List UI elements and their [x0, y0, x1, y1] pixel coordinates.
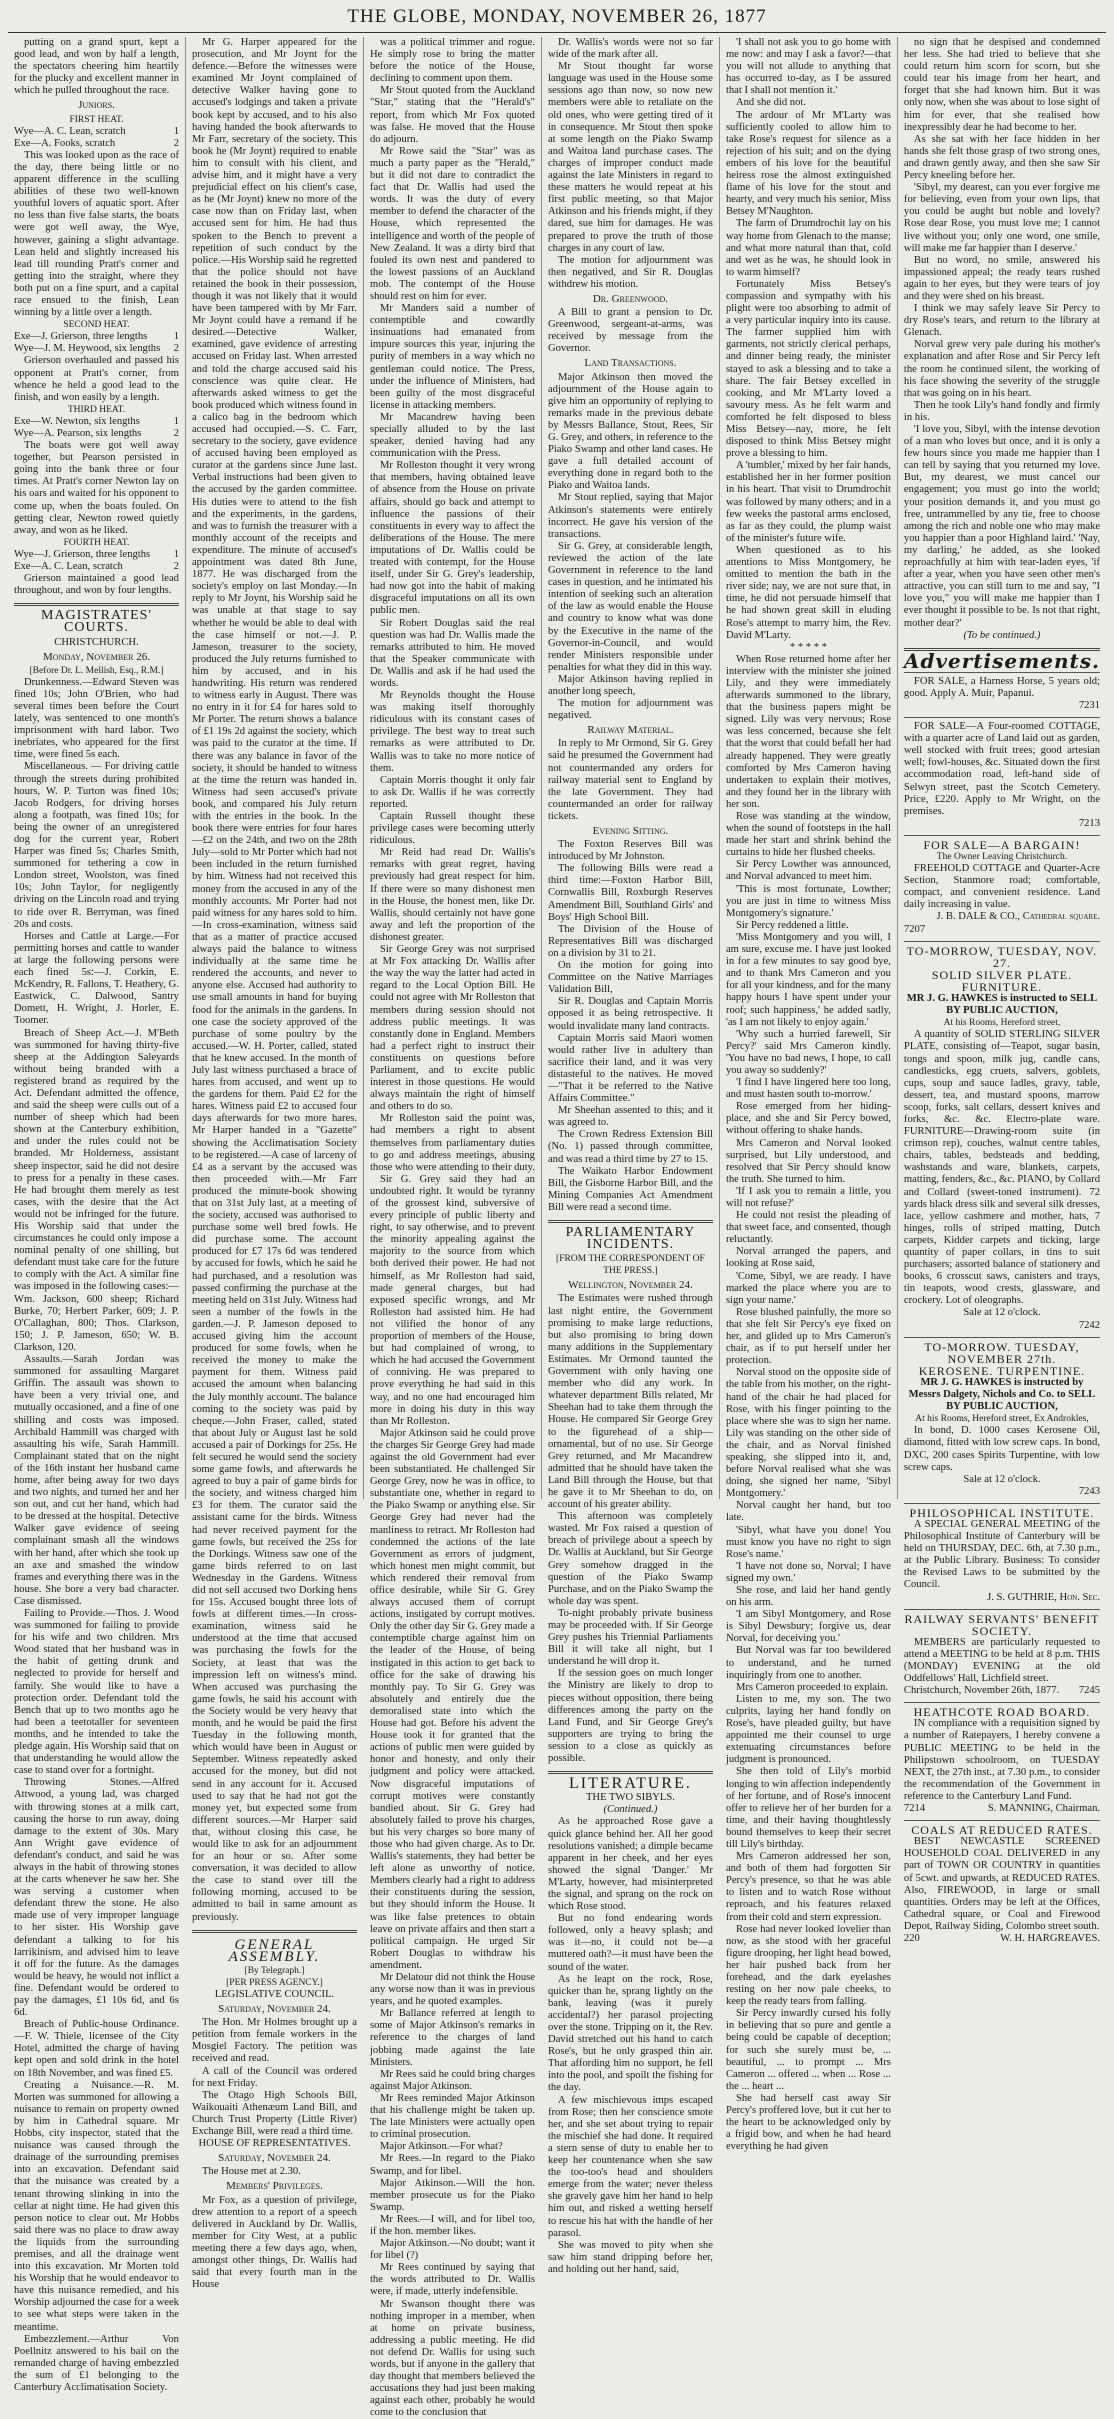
divider [904, 835, 1100, 836]
divider [548, 1771, 713, 1774]
paragraph: This afternoon was completely wasted. Mr Fox raised a question of breach of privilege about a speech by Dr. Wallis at Auckland, but Sir George Grey somehow dragged in the question of the Piako Swamp Purchase, and on the Piako Swamp the whole day was spent. [547, 1511, 713, 1607]
paragraph: Sir G. Grey said they had an undoubted right. It would be tyranny of the grossest kind, subversive of every principle of public liberty and right, to say otherwise, and to prevent the minority appealing against the majority to the source from which both derived their power. He had not himself, as Mr Rolleston had said, made general charges, but had exposed specific wrongs, and Mr Rolleston had assisted him. He had not vilified the honor of any proportion of members of the House, but had complained of wrong, to which he had accused the Government of conniving. He was prepared to prove everything he had said in this way, and no one had encouraged him more in doing his duty in this way than Mr Rolleston. [369, 1173, 535, 1427]
paragraph: The following Bills were read a third time:—Foxton Harbor Bill, Cornwallis Bill, Roxburgh Reserves Amendment Bill, Southland Girls' and Boys' High School Bill. [547, 863, 713, 923]
advert-location: At his Rooms, Hereford street, [943, 1018, 1061, 1029]
advert-text: A quantity of SOLID STERLING SILVER PLATE, consisting of—Teapot, sugar basin, tongs and spoon, milk jug, candle cans, candlesticks, egg cruets, salvers, goblets, cups, soup and sauce ladles, gravy, table, dessert, tea, and mustard spoons, marrow scoop, forks, salt cellars, dessert knives and forks, &c. &c. Electro-plate ware. FURNITURE—Drawing-room suite (in crimson rep), couches, walnut centre tables, chairs, tables, bedsteads and bedding, washstands and ware, blankets, carpets, matting, fenders, &c., &c. PIANO, by Collard and Collard (sweet-toned instrument). 72 yards black dress silk and several silk dresses, lace, yellow cashmere and mother, hats, 7 hinges, rolls of striped matting, Dutch carpets, Kidder carpets and ticking, large quantity of paper collars, in tins to suit purchasers; assorted balance of stationery and books, 6 crosscut saws, canisters and trays, tin teapots, wood crests, glassware, and crockery. Lot of oleographs. [903, 1029, 1101, 1307]
race-entry: Wye—J. M. Heywood, six lengths [14, 343, 161, 355]
advert-text: IN compliance with a requisition signed by a number of Ratepayers, I hereby convene a PUBLIC MEETING to be held in the Philipstown schoolroom, on TUESDAY NEXT, the 27th inst., at 7.30 p.m., to consider the recommendation of the Government in reference to the Canterbury Land Fund. [903, 1718, 1101, 1802]
advert [904, 945, 1100, 1332]
paragraph: Breach of Sheep Act.—J. M'Beth was summoned for having thirty-five sheep at the Addington Saleyards without being branded with a registered brand as required by the Act. Defendant admitted the offence, and said the sheep were culls out of a number of sheep which had been shown at the Canterbury exhibition, and under the rules could not be branded. Mr Holderness, assistant sheep inspector, said he did not desire to press for a penalty in these cases. He had brought them merely as test cases, with the desire that the Act would not be infringed for the future. His Worship said that under the circumstances he could only impose a nominal penalty of one shilling, but defendant must take care for the future to comply with the Act. A similar fine was imposed in the following cases:—Wm. Jackson, 600 sheep; Richard Burke, 70; Herbert Parker, 609; J. P. O'Callaghan, 800; Thos. Clarkson, 150; J. P. Jameson, 650; W. B. Clarkson, 120. [14, 1027, 179, 1353]
advert-number: 7243 [1078, 1485, 1101, 1497]
paragraph: was a political trimmer and rogue. He simply rose to bring the matter before the notice of the House, declining to comment upon them. [369, 37, 535, 85]
subheading: Land Transactions. [584, 357, 677, 370]
paragraph: Mrs Cameron proceeded to explain. [735, 1681, 889, 1693]
paragraph: The ardour of Mr M'Larty was sufficiently cooled to allow him to take Rose's request for silence as a rejection of his suit; and on the dying embers of his love for the beautiful heiress rose the almost extinguished flame of his love for the stout and hearty, and very much his senior, Miss Betsey M'Naughton. [725, 109, 891, 218]
divider [904, 717, 1100, 718]
race-result [14, 138, 179, 150]
advert [904, 1706, 1100, 1815]
advert-signature: Christchurch, November 26th, 1877. [903, 1685, 1060, 1697]
advert-heading: FOR SALE—A BARGAIN! [923, 837, 1081, 852]
race-position: 2 [173, 343, 179, 355]
paragraph: Norval grew very pale during his mother's explanation and after Rose and Sir Percy left the room he continued silent, the working of his face showing the severity of the struggle that was going on in his heart. [903, 339, 1101, 399]
race-position: 2 [173, 137, 179, 149]
paragraph: Mr Swanson thought there was nothing improper in a member, when at home on private business, addressing a public meeting. He did not defend Dr. Wallis for using such words, but if anyone in the gallery that day thought that members believed the accusations they had just been making against each other, probably he would come to the conclusion that [369, 2298, 535, 2419]
race-position: 1 [173, 415, 179, 427]
advert-heading: HEATHCOTE ROAD BOARD. [913, 1705, 1091, 1720]
paragraph: The House met at 2.30. [201, 2166, 301, 2178]
divider [904, 1702, 1100, 1703]
paragraph: Rose emerged from her hiding-place, and she and Sir Percy bowed, without offering to shake hands. [725, 1101, 891, 1137]
race-result [14, 428, 179, 440]
paragraph: 'I love you, Sibyl, with the intense devotion of a man who loves but once, and it is only a few hours since you made me happier than I can tell by saying that you returned my love. But, my dearest, we must cancel our engagement; you must go into the world; your position demands it, and you must go free, untrammelled by any tie, free to choose among the rich and noble one who may make you happier than a poor Highland laird.' 'Nay, my darling,' he added, as she looked reproachfully at him with tear-laden eyes, 'if after a year, when you have seen other men's attractive, you can still turn to me and say, "I love you," you will make me happier than I ever thought it possible to be. Is not that right, mother dear?' [903, 424, 1101, 629]
race-entry: Exe—A. C. Lean, scratch [14, 561, 123, 573]
advert-number: 7207 [903, 923, 926, 935]
paragraph: Mr Reynolds thought the House was making itself thoroughly ridiculous with its constant cases of privilege. The best way to treat such remarks as were attributed to Dr. Wallis was to take no more notice of them. [369, 690, 535, 774]
advert [904, 1824, 1100, 1945]
advert-heading: PHILOSOPHICAL INSTITUTE. [909, 1505, 1095, 1520]
divider [904, 1503, 1100, 1504]
paragraph: Rose blushed painfully, the more so that she felt Sir Percy's eye fixed on her, and glided up to Mrs Cameron's chair, as if to put herself under her protection. [725, 1306, 891, 1367]
columns [8, 37, 1106, 2419]
paragraph: Sir G. Grey, at considerable length, reviewed the action of the late Government in reference to the land cases in question, and he intimated his intention of seeking such an alteration of the law as would enable the House and country to know what was done by the Executive in the name of the Governor-in-Council, and would render Ministers responsible under penalties for what they did in this way. [547, 540, 713, 673]
paragraph: Creating a Nuisance.—R. M. Morten was summoned for allowing a nuisance to remain on property owned by him in Cathedral square. Mr Hobbs, city inspector, stated that the nuisance was caused through the drainage of the surrounding premises into an excavation. Defendant said that the nuisance was created by a tenant throwing slinking in into the cellar at night time. He had given this person notice to clear out. Mr Hobbs said there was no place to draw away the liquids from the surrounding premises, and all the drainage went into this excavation. Mr Morten told his Worship that he would endeavor to have this nuisance remedied, and his Worship adjourned the case for a week to see what steps were taken in the meantime. [14, 2079, 179, 2333]
paragraph: Mr Rees.—In regard to the Piako Swamp, and for libel. [369, 2153, 535, 2177]
advert-text: FREEHOLD COTTAGE and Quarter-Acre Section, Stanmore road; comfortable, compact, and convenient residence. Land daily increasing in value. [903, 863, 1101, 911]
race-position: 1 [173, 331, 179, 343]
advert-heading: SOLID SILVER PLATE. FURNITURE. [931, 967, 1073, 994]
divider [548, 1220, 713, 1223]
section-heading: PARLIAMENTARY INCIDENTS. [565, 1225, 696, 1253]
paragraph: 'Sibyl, my dearest, can you ever forgive me for believing, even from your own lips, that you could be aught but noble and lovely? Rose dear Rose, you must love me; I cannot live without you; only one word, one smile, will make me far happier than I deserve.' [903, 182, 1101, 254]
paragraph: 'I have not done so, Norval; I have signed my own.' [725, 1560, 891, 1584]
masthead [8, 6, 1106, 33]
divider [904, 941, 1100, 942]
paragraph: Mrs Cameron addressed her son, and both of them had forgotten Sir Percy's presence, so that he was able to listen and to watch Rose without reproach, and his features relaxed from their cold and stern expression. [725, 1851, 891, 1923]
advert-number: 7245 [1078, 1685, 1101, 1697]
race-entry: Exe—A. Fooks, scratch [14, 137, 116, 149]
column-1 [8, 37, 186, 2393]
paragraph: The Estimates were rushed through last night entire, the Government promising to make large reductions, but also promising to bring down many additions in the Supplementary Estimates. Mr Ormond taunted the Government with only having one member who did any work. In whatever department Bills related, Mr Sheehan had to take them through the House. He compared Sir George Grey to the figurehead of a ship—ornamental, but of no use. Sir George Grey returned, and Mr Macandrew admitted that he should have taken the Land Bill through the House, but that he gave it to Mr Sheehan to do, on account of his greater ability. [547, 1293, 713, 1511]
paragraph: She had herself cast away Sir Percy's proffered love, but it cut her to the heart to be acknowledged only by a frigid bow, and when he had heard everything he had given [725, 2092, 891, 2153]
divider [904, 1820, 1100, 1821]
paragraph: Mr Macandrew having been specially alluded to by the last speaker, denied having had any communication with the Press. [369, 411, 535, 460]
paragraph: Norval arranged the papers, and looking at Rose said, [725, 1246, 891, 1270]
divider [904, 1337, 1100, 1338]
advert-text: FOR SALE, a Harness Horse, 5 years old; good. Apply A. Muir, Papanui. [903, 675, 1101, 699]
advert-signature: W. H. HARGREAVES. [1000, 1932, 1101, 1944]
paragraph: 'Why such a hurried farewell, Sir Percy?' said Mrs Cameron kindly. 'You have no bad news, I hope, to call you away so suddenly?' [725, 1028, 891, 1076]
advert [904, 721, 1100, 830]
paragraph: Sir Percy inwardly cursed his folly in believing that so pure and gentle a being could be capable of deception; for such she surely must be, ... beautiful, ... to prompt ... Mrs Cameron ... offered ... when ... Rose ... the ... heart ... [725, 2008, 891, 2092]
advert-sale-time: Sale at 12 o'clock. [963, 1307, 1041, 1319]
paragraph: Mr Rees reminded Major Atkinson that his challenge might be taken up. The late Ministers were actually open to criminal prosecution. [369, 2092, 535, 2141]
race-result [14, 331, 179, 343]
advert-number: 7213 [1078, 817, 1101, 829]
advert-text: In bond, D. 1000 cases Kerosene Oil, diamond, fitted with low screw caps. In bond, DXC, 200 cases Spirits Turpentine, with low screw caps. [903, 1425, 1101, 1473]
advert-text: BEST NEWCASTLE SCREENED HOUSEHOLD COAL DELIVERED in any part of TOWN OR COUNTRY in quantities of 5cwt. and upwards, at REDUCED RATES. Also, FIREWOOD, in large or small quantities. Orders may be left at the Offices, Cathedral square, or Coal and Firewood Depot, Railway Siding, Colombo street south. [903, 1836, 1101, 1932]
paragraph: 'Sibyl, what have you done! You must know you have no right to sign Rose's name.' [725, 1524, 891, 1560]
subheading: CHRISTCHURCH. [54, 636, 139, 648]
paragraph: Mr Rowe said the "Star" was as much a party paper as the "Herald," but it did not dare to contradict the fact that Dr. Wallis had used the words. It was the duty of every member to defend the character of the House, which represented the intelligence and worth of the people of New Zealand. It was a dirty bird that fouled its own nest and pandered to the lowest passions of an Auckland mob. The contempt of the House should rest on him for ever. [369, 145, 535, 302]
column-3 [364, 37, 542, 2419]
paragraph: As he leapt on the rock, Rose, quicker than he, sprang lightly on the bank, leaving (was it purely accidental?) her parasol projecting over the stone. Tripping on it, the Rev. David stretched out his hand to catch Rose's, but he only grasped thin air. That affording him no support, he fell into the pool, and spoilt the fishing for the day. [547, 1973, 713, 2094]
paragraph: Failing to Provide.—Thos. J. Wood was summoned for failing to provide for his wife and two children. Mrs Wood stated that her husband was in the habit of getting drunk and neglected to provide for herself and family. She would like to have a protection order. Defendant told the Bench that up to two months ago he had been a teetotaller for seventeen months, and he intended to take the pledge again. His Worship said that on that understanding he would allow the case to stand over for a fortnight. [14, 1608, 179, 1777]
divider [904, 1609, 1100, 1610]
paragraph: The motion for adjournment was then negatived, and Sir R. Douglas withdrew his motion. [547, 254, 713, 290]
advert-signature: J. S. GUTHRIE, Hon. Sec. [987, 1591, 1101, 1603]
paragraph: If the session goes on much longer the Ministry are likely to drop to pieces without opposition, there being differences among the party on the Land Fund, and Sir George Grey's supporters are trying to bring the session to a close as quickly as possible. [547, 1668, 713, 1765]
subheading: HOUSE OF REPRESENTATIVES. [198, 2138, 351, 2150]
section-heading: MAGISTRATES' COURTS. [41, 608, 152, 636]
paragraph: Listen to me, my son. The two culprits, laying her hand fondly on Rose's, have pleaded guilty, but have appointed me their counsel to urge extenuating circumstances before judgment is pronounced. [725, 1693, 891, 1766]
byline: [By Telegraph.] [244, 1965, 305, 1976]
paragraph: The Division of the House of Representatives Bill was discharged on a division by 31 to 21. [547, 923, 713, 959]
paragraph: Mr Fox, as a question of privilege, drew attention to a report of a speech delivered in Auckland by Dr. Wallis, member for City West, at a public meeting there a few days ago, when, amongst other things, Dr. Wallis had said that every fourth man in the House [191, 2194, 357, 2291]
section-break: * * * * * [789, 641, 827, 653]
advert [904, 839, 1100, 936]
paragraph: Mr Stout quoted from the Auckland "Star," stating that the "Herald's" report, from which Mr Fox quoted was false. He moved that the House do adjourn. [369, 85, 535, 145]
paragraph: The Waikato Harbor Endowment Bill, the Gisborne Harbor Bill, and the Mining Companies Act Amendment Bill were read a second time. [547, 1165, 713, 1213]
paragraph: Mr Rees said he could bring charges against Major Atkinson. [369, 2068, 535, 2092]
paragraph: Mr G. Harper appeared for the prosecution, and Mr Joynt for the defence.—Before the witnesses were examined Mr Joynt complained of detective Walker having gone to accused's lodgings and taken a private book kept by accused, and to his also having handed the book afterwards to Mr Farr, secretary of the society. This book he (Mr Joynt) required to enable him to consult with his client, and advise him, and it might have a very prejudicial effect on his client's case, as he (Mr Joynt) knew no more of the case now than on Friday last, when accused sent for him. He had thus spoken to the Bench to prevent a repetition of such conduct by the police.—His Worship said he regretted that the police should not have retained the book in their possession, though it was not likely that it would have been tampered with by Mr Farr. Mr Joynt could have a remand if he desired.—Detective Walker, examined, gave evidence of arresting accused on Friday last. When arrested and told the charge accused said his conscience was quite clear. He afterwards asked witness to get the book produced which witness found in a calico bag in the bedroom which accused had occupied.—S. C. Farr, secretary to the society, gave evidence of accused having been employed as curator at the gardens since June last. Verbal instructions had been given to the accused by the garden committee. His duties were to attend to the fish and the experiments, in the gardens, and was to furnish the treasurer with a monthly account of the receipts and expenditure. The minute of accused's appointment was dated 8th June, 1877. He was discharged from the society's employ on last Monday.—In reply to Mr Joynt, his Worship said he was unable at that stage to say whether he would be able to deal with the case himself or not.—J. P. Jameson, treasurer to the society, produced the July returns furnished to him by accused, and in his handwriting. His return was rendered to witness early in August. There was no entry in it for £4 for hares sold to Mr Porter. The return shows a balance of £1 19s 2d against the society, which was paid to the curator at the time. If there was any balance in favor of the society, it should be handed to witness at the time the return was handed in. Witness had seen accused's private book, and compared his July return with the entries in the book. In the book there were entries for four hares—£2 on the 24th, and two on the 28th July—sold to Mr Porter which had not been included in the return furnished by him. Witness had not received this money from the accused in any of the monthly accounts. Mr Porter had not paid witness for any hares sold to him.—In cross-examination, witness said that as a matter of practice accused always paid the balance to witness individually at the same time he rendered the accounts, and never to anyone else. Accused had authority to use small amounts in hand for buying food for the animals in the gardens. In one case the society approved of the purchase of some poultry by the accused.—W. H. Porter, called, stated that he knew accused. In the month of July last witness purchased a brace of hares from accused, and went up to the gardens for them. Paid £2 for the hares. Witness paid £2 to accused four days afterwards for two more hares. Mr Harper handed in a "Gazette" showing the Acclimatisation Society to be registered.—A case of larceny of £4 as a servant by the accused was then proceeded with.—Mr Farr produced the minute-book showing that on 31st July last, at a meeting of the society, accused was authorised to purchase some well bred fowls. He did purchase some. The account produced for £7 17s 6d was tendered by accused for fowls, which he said he had purchased, and a resolution was passed confirming the purchase at the meeting held on 31st July. Witness had seen a number of the fowls in the garden.—J. P. Jameson deposed to accused giving him the account produced for some fowls, when he received the money to make the payment for them. Witness paid accused the amount when balancing the July monthly account. The balance coming to the society was paid by cheque.—John Fraser, called, stated that about July or August last he sold accused a pair of Dorkings for 25s. He felt secured he would send the society some game fowls, and afterwards he agreed to buy a pair of game birds for the society, and witness charged him £3 for them. The curator said the assistant came for the birds. Witness had never received payment for the game fowls, but received the 25s for the Dorkings. Witness saw one of the game birds referred to on last Wednesday in the Gardens. Witness did not sell accused two Dorking hens for 15s. Accused bought three lots of fowls at different times.—In cross-examination, witness said he understood at the time that accused was purchasing the fowls for the Society, at least that was the impression left on witness's mind. When accused was purchasing the game fowls, he said his account with the Society would be very heavy that month, and he would be paid the first Tuesday in the following month, which would have been in August or September. Witness repeatedly asked accused for the money, but did not send in any account for it. Accused used to say that he had not got the money yet, but expected some from different sources.—Mr Harper said that, without closing this case, he would like to ask for an adjournment for an hour or so. After some conversation, it was decided to allow the case to stand over till the following morning, accused to be admitted to bail in same amount as previously. [191, 37, 357, 1923]
paragraph: On the motion for going into Committee on the Native Marriages Validation Bill, [547, 960, 713, 996]
paragraph: Norval stood on the opposite side of the table from his mother, on the right-hand of the chair he had placed for Rose, with his finger pointing to the place where she was to sign her name. Lily was standing on the other side of the chair, and as Norval finished speaking, she slipped into it, and, before Norval realised what she was doing, she signed her name, 'Sibyl Montgomery.' [725, 1367, 891, 1500]
paragraph: Embezzlement.—Arthur Von Poellnitz answered to his bail on the remanded charge of having embezzled the sum of £1 belonging to the Canterbury Acclimatisation Society. [14, 2333, 179, 2393]
paragraph: Major Atkinson then moved the adjournment of the House again to give him an opportunity of replying to remarks made in the previous debate by Messrs Ballance, Stout, Rees, Sir G. Grey, and others, in reference to the Piako Swamp and other land cases. He gave a full detailed account of everything done in regard both to the Piako and Waitoa lands. [547, 371, 713, 492]
advert-heading: COALS AT REDUCED RATES. [911, 1823, 1093, 1838]
heat-heading: THIRD HEAT. [67, 404, 126, 415]
subheading: Dr. Greenwood. [592, 292, 669, 305]
race-entry: Exe—J. Grierson, three lengths [14, 331, 148, 343]
paragraph: The Hon. Mr Holmes brought up a petition from female workers in the Mosgiel Factory. The petition was received and read. [191, 2017, 357, 2065]
paragraph: Sir R. Douglas and Captain Morris opposed it as being retrospective. It would invalidate many land contracts. [547, 996, 713, 1032]
advert-text: FOR SALE—A Four-roomed COTTAGE, with a quarter acre of Land laid out as garden, well stocked with fruit trees; good artesian well; fowl-houses, &c. Situated down the first accommodation road, left-hand side of Selwyn street, past the Scotch Cemetery. Price, £220. Apply to Mr Wright, on the premises. [903, 721, 1101, 817]
paragraph: putting on a grand spurt, kept a good lead, and won by half a length, the spectators cheering him heartily for the plucky and excellent manner in which he pulled throughout the race. [14, 37, 179, 97]
advert [904, 676, 1100, 712]
advert [904, 1507, 1100, 1604]
paragraph: And she did not. [735, 97, 806, 109]
paragraph: Miscellaneous. — For driving cattle through the streets during prohibited hours, W. P. Turton was fined 10s; Jacob Rodgers, for driving horses along a footpath, was fined 10s; for being the owner of an unregistered dog for the current year, Robert Harper was fined 5s; Charles Smith, summoned for tethering a cow in London street, Woolston, was fined 10s; John Taylor, for negligently driving on the Lincoln road and trying to ride over R. Berryman, was fined 20s and costs. [14, 761, 179, 930]
paragraph: She then told of Lily's morbid longing to win affection independently of her fortune, and of Rose's innocent offer to relieve her of her burden for a time, and their having thoughtlessly bound themselves to keep their secret till Lily's birthday. [725, 1766, 891, 1850]
paragraph: A few mischievous imps escaped from Rose; then her conscience smote her, and she set about trying to repair the mischief she had done. It required a stern sense of duty to enable her to keep her countenance when she saw the too-too's head and shoulders emerge from the water; never theless she gravely gave him her hand to help him out, and risked a wetting herself to rescue his hat with the handle of her parasol. [547, 2094, 713, 2239]
paragraph: As she sat with her face hidden in her hands she felt those grasp of two strong ones, and drawn gently away, and then she saw Sir Percy kneeling before her. [903, 133, 1101, 182]
paragraph: The Crown Redress Extension Bill (No. 1) passed through committee, and was read a third time by 27 to 15. [547, 1129, 713, 1165]
race-result [14, 126, 179, 138]
paragraph: But no fond endearing words followed, only a heavy splash; and was it—no, it could not be—a muttered oath?—it must have been the sound of the water. [547, 1913, 713, 1973]
dateline: Wellington, November 24. [568, 1279, 693, 1292]
race-result [14, 343, 179, 355]
paragraph: Major Atkinson having replied in another long speech, [547, 673, 713, 697]
paragraph: 'I shall not ask you to go home with me now: and may I ask a favor?—that you will not allude to anything that has occurred to-day, as I be assured that I shall not mention it.' [725, 37, 891, 97]
paragraph: When Rose returned home after her interview with the minister she joined Lily, and they were immediately afterwards summoned to the library, that the business papers might be signed. Lily was very nervous; Rose was less concerned, because she felt that the worst that could befall her had already happened. They were greatly comforted by Mrs Cameron having undertaken to explain their motives, and they found her in the library with her son. [725, 653, 891, 810]
paragraph: Breach of Public-house Ordinance.—F. W. Thiele, licensee of the City Hotel, admitted the charge of having kept open and sold drink in the hotel on 18th November, and was fined £5. [14, 2019, 179, 2079]
paragraph: A Bill to grant a pension to Dr. Greenwood, sergeant-at-arms, was received by message from the Governor. [547, 307, 713, 355]
advert-date: TO-MORROW. TUESDAY, NOVEMBER 27th. [924, 1339, 1080, 1366]
paragraph: Mr Delatour did not think the House any worse now than it was in previous years, and he quoted examples. [369, 1972, 535, 2008]
paragraph: Major Atkinson.—Will the hon. member prosecute us for the Piako Swamp. [369, 2177, 535, 2213]
divider [14, 603, 179, 606]
byline: [FROM THE CORRESPONDENT OF THE PRESS.] [556, 1254, 705, 1277]
paragraph: A call of the Council was ordered for next Friday. [191, 2065, 357, 2089]
paragraph: When questioned as to his attentions to Miss Montgomery, he omitted to mention the bath in the river side; nay, we are not sure that, in time, he did not persuade himself that he had shown great skill in eluding Rose's attempt to marry him, the Rev. David M'Larty. [725, 544, 891, 641]
advert-subheading: The Owner Leaving Christchurch. [936, 852, 1068, 862]
paragraph: Assaults.—Sarah Jordan was summoned for assaulting Margaret Griffin. The assault was shown to have been a very trivial one, and mutually occasioned, and a fine of one shilling and costs was imposed. Archibald Hammill was charged with assaulting his wife, Sarah Hammill. Complainant stated that on the night of the 16th instant her husband came home, after being away for two days and two nights, and turned her and her son out, and cut her hand, which had to be dressed at the hospital. Detective Walker gave evidence of seeing complainant smash all the windows with her hand, after which she took up an axe and smashed the window frames and everything there was in the house. She bore a very bad character. Case dismissed. [14, 1354, 179, 1607]
advert-signature: S. MANNING, Chairman. [987, 1803, 1101, 1815]
advert-sale-time: Sale at 12 o'clock. [963, 1473, 1041, 1485]
heat-heading: FOURTH HEAT. [63, 537, 130, 548]
paragraph: Grierson maintained a good lead throughout, and won by four lengths. [14, 573, 179, 597]
paragraph: Mr Reid had read Dr. Wallis's remarks with great regret, having previously had great respect for him. If there were so many dishonest men in the House, the honest men, like Dr. Wallis, should certainly not have gone away and left the proportion of the dishonest greater. [369, 847, 535, 943]
paragraph: The motion for adjournment was negatived. [547, 698, 713, 722]
dateline: Saturday, November 24. [218, 2152, 331, 2165]
paragraph: This was looked upon as the race of the day, there being little or no apparent difference in the sculling abilities of these two well-known youthful lovers of aquatic sport. After no less than five false starts, the boats were got well away, the Wye, however, gaining a slight advantage. Lean held and slightly increased his lead till rounding Pratt's corner and getting into the straight, where they both put on a fine spurt, and a capital race ensued to the finish, Lean winning by a little over a length. [14, 149, 179, 319]
advert-text: MEMBERS are particularly requested to attend a MEETING to be held at 8 p.m. THIS (MONDAY) EVENING at the old Oddfellows' Hall, Lichfield street. [903, 1636, 1101, 1685]
paragraph: He could not resist the pleading of that sweet face, and consented, though reluctantly. [725, 1210, 891, 1246]
paragraph: 'If I ask you to remain a little, you will not refuse?' [725, 1185, 891, 1209]
subheading: Evening Sitting. [592, 825, 669, 837]
paragraph: Mr Rees.—I will, and for libel too, if the hon. member likes. [369, 2213, 535, 2237]
paragraph: Major Atkinson.—No doubt; want it for libel (?) [369, 2238, 535, 2262]
paragraph: Sir George Grey was not surprised at Mr Fox attacking Dr. Wallis after the way the way the latter had acted in regard to the Local Option Bill. He could not agree with Mr Rolleston that members during session should not address public meetings. It was constantly done in England. Members had a perfect right to instruct their constituents on questions before Parliament, and to excite public interest in those questions. He would always maintain the right of himself and others to do so. [369, 944, 535, 1113]
paragraph: Fortunately Miss Betsey's compassion and sympathy with his plight were too absorbing to admit of a very particular inquiry into its cause. The farmer supplied him with garments, not strictly clerical perhaps, and dinner being ready, the minister stayed to ask a blessing and to take a share. The fair Betsey excelled in cooking, and Mr M'Larty loved a savoury mess. As he felt warm and comforted he felt disposed to bless Miss Betsey—nay, more, he felt disposed to think Miss Betsey might prove a blessing to him. [725, 278, 891, 460]
paragraph: I think we may safely leave Sir Percy to dry Rose's tears, and return to the library at Glenach. [903, 303, 1101, 339]
paragraph: Norval caught her hand, but too late. [725, 1500, 891, 1524]
race-position: 2 [173, 428, 179, 439]
race-entry: Exe—W. Newton, six lengths [14, 415, 140, 427]
advert-date: TO-MORROW, TUESDAY, NOV. 27. [906, 943, 1098, 970]
paragraph: Major Atkinson.—For what? [379, 2141, 503, 2153]
race-position: 2 [173, 561, 179, 573]
advert-text: A SPECIAL GENERAL MEETING of the Philosophical Institute of Canterbury will be held on THURSDAY, DEC. 6th, at 7.30 p.m., at the Public Library. Business: To consider the Revised Laws to be submitted by the Council. [903, 1518, 1101, 1591]
advert-footer [904, 1685, 1100, 1697]
race-entry: Wye—A. Pearson, six lengths [14, 428, 142, 439]
advert-heading: RAILWAY SERVANTS' BENEFIT SOCIETY. [904, 1611, 1100, 1638]
paragraph: Rose was standing at the window, when the sound of footsteps in the hall made her start and shrink behind the curtains to hide her flushed cheeks. [725, 811, 891, 859]
bench-note: [Before Dr. L. Mellish, Esq., R.M.] [29, 665, 164, 676]
paragraph: But Norval was far too bewildered to understand, and he turned inquiringly from one to another. [725, 1645, 891, 1681]
section-heading: GENERAL ASSEMBLY. [228, 1936, 321, 1965]
byline: [PER PRESS AGENCY.] [226, 1977, 323, 1988]
paragraph: Mr Stout replied, saying that Major Atkinson's statements were entirely incorrect. He gave his version of the transactions. [547, 492, 713, 540]
advert-number: 220 [903, 1932, 920, 1944]
section-heading: LITERATURE. [569, 1775, 692, 1793]
advert-heading: KEROSENE. TURPENTINE. [918, 1363, 1086, 1378]
paragraph: no sign that he despised and condemned her less. She had tried to believe that she could return him scorn for scorn, but she could tear his image from her heart, and forget that she had known him. But it was only now, when she was about to lose sight of him for ever, that she realised how inexpressibly dear he had become to her. [903, 37, 1101, 133]
subheading: Railway Material. [587, 724, 674, 737]
subheading: Members' Privileges. [226, 2180, 323, 2193]
advert [904, 1341, 1100, 1498]
paragraph: She rose, and laid her hand gently on his arm. [725, 1585, 891, 1609]
race-result [14, 561, 179, 573]
paragraph: The Foxton Reserves Bill was introduced by Mr Johnston. [547, 839, 713, 863]
story-title: THE TWO SIBYLS. [585, 1792, 675, 1804]
section-heading: Juniors. [78, 99, 115, 112]
paragraph: In reply to Mr Ormond, Sir G. Grey said he presumed the Government had not countermanded any orders for railway material sent to England by the late Government. They had countermanded an order for railway tickets. [547, 738, 713, 822]
paragraph: 'This is most fortunate, Lowther; you are just in time to witness Miss Montgomery's signature.' [725, 883, 891, 919]
paragraph: Mr Ballance referred at length to some of Major Atkinson's remarks in reference to the charges of land jobbing made against the late Ministers. [369, 2008, 535, 2068]
paragraph: Throwing Stones.—Alfred Attwood, a young lad, was charged with throwing stones at a milk cart, causing the horse to run away, doing damage to the extent of 30s. Mary Ann Wright gave evidence of defendant's conduct, and said he was always in the habit of throwing stones at the carts whenever he saw her. She was serving a customer when defendant threw the stone. He also made use of very improper language to her sister. His Worship gave defendant a talking to for his larrikinism, and advised him to leave it off for the future. As the damages would be heavy, he would not inflict a fine. Defendant would be ordered to pay the damages, £1 10s 6d, and 6s 6d. [14, 1777, 179, 2019]
paragraph: A 'tumbler,' mixed by her fair hands, established her in her former position in his heart. That visit to Drumdrochit was followed by many others; and in a few weeks the pastoral arms enclosed, as far as they could, the plump waist of the minister's future wife. [725, 460, 891, 544]
subheading: LEGISLATIVE COUNCIL. [214, 1989, 335, 2000]
paragraph: 'I am Sibyl Montgomery, and Rose is Sibyl Dewsbury; forgive us, dear Norval, for deceiving you.' [725, 1609, 891, 1645]
paragraph: Mr Sheehan assented to this; and it was agreed to. [547, 1105, 713, 1129]
paragraph: But no word, no smile, answered his impassioned appeal; the ready tears rushed again to her eyes, but they were tears of joy and they were shed on his breast. [903, 254, 1101, 302]
paragraph: The boats were got well away together, but Pearson persisted in going into the bank three or four times. At Pratt's corner Newton lay on his oars and waited for his opponent to come up, when the boats fouled. On getting clear, Newton rowed quietly away, and won as he liked. [14, 440, 179, 536]
paragraph: Rose had never looked lovelier than now, as she stood with her graceful figure drooping, her light head bowed, her hair pushed back from her forehead, and the dark eyelashes resting on her now pale cheeks, to keep the ready tears from falling. [725, 1923, 891, 2008]
race-entry: Wye—J. Grierson, three lengths [14, 548, 151, 560]
paragraph: 'Come, Sibyl, we are ready. I have marked the place where you are to sign your name.' [725, 1270, 891, 1306]
dateline: Monday, November 26. [42, 650, 150, 663]
paragraph: Then he took Lily's hand fondly and firmly in his. [903, 399, 1101, 423]
paragraph: Sir Robert Douglas said the real question was had Dr. Wallis made the remarks attributed to him. He moved that the Speaker communicate with Dr. Wallis and ask if he had used the words. [369, 617, 535, 689]
race-result [14, 416, 179, 428]
paragraph: Mr Manders said a number of contemptible and cowardly insinuations had emanated from impure sources this year, injuring the purity of members in a way which no gentleman could notice. The Press, under the influence of Ministers, had been guilty of the most disgraceful license in attacking members. [369, 303, 535, 411]
column-5 [720, 37, 898, 2153]
paragraph: Mr Rolleston thought it very wrong that members, having obtained leave of absence from the House on private affairs, should go back and attempt to influence the passions of their constituents in every way to affect the deliberations of the House. The mere imputations of Dr. Wallis could be treated with contempt, for the House itself, under Sir G. Grey's leadership, had now got into the habit of making disgraceful imputations on all its own public men. [369, 460, 535, 617]
paragraph: Mr Rees continued by saying that the words attributed to Dr. Wallis were, if made, utterly indefensible. [369, 2262, 535, 2298]
heat-heading: FIRST HEAT. [69, 114, 124, 125]
paragraph: She was moved to pity when she saw him stand dripping before her, and holding out her hand, said, [547, 2239, 713, 2275]
advert-number: 7231 [1078, 699, 1101, 711]
paragraph: Captain Morris said Maori women would rather live in adultery than sacrifice their land, and it was very distasteful to the natives. He moved—"That it be referred to the Native Affairs Committee." [547, 1032, 713, 1105]
heat-heading: SECOND HEAT. [63, 320, 130, 331]
paragraph: Sir Percy reddened a little. [735, 919, 849, 931]
divider [192, 1930, 357, 1933]
column-2 [186, 37, 364, 2291]
advert-footer [904, 1803, 1100, 1815]
advert-number: 7214 [903, 1803, 926, 1815]
advert-lead: MR J. G. HAWKES is instructed by Messrs Dalgety, Nichols and Co. to SELL BY PUBLIC AUCTION, [908, 1376, 1096, 1413]
continued-note: (Continued.) [603, 1804, 658, 1816]
paragraph: 'I find I have lingered here too long, and must hasten south to-morrow.' [725, 1077, 891, 1101]
paragraph: The Otago High Schools Bill, Waikouaiti Athenæum Land Bill, and Church Trust Property (Little River) Exchange Bill, were read a third time. [191, 2089, 357, 2138]
paragraph: Sir Percy Lowther was announced, and Norval advanced to meet him. [725, 859, 891, 883]
dateline: Saturday, November 24. [218, 2003, 331, 2016]
paragraph: 'Miss Montgomery and you will, I am sure, excuse me. I have just looked in for a few minutes to say good bye, and to thank Mrs Cameron and you for all your kindness, and for the many happy hours I have spent under your roof; such happiness,' he added sadly, 'as I am not likely to enjoy again.' [725, 931, 891, 1028]
paragraph: Grierson overhauled and passed his opponent at Pratt's corner, from whence he held a good lead to the finish, and won easily by a length. [14, 355, 179, 403]
advert-location: At his Rooms, Hereford street, Ex Androkles, [915, 1414, 1089, 1425]
advert-footer [904, 1933, 1100, 1945]
paragraph: As he approached Rose gave a quick glance behind her. All her good resolutions vanished; a dimple became apparent in her cheek, and her eyes showed the signal 'Danger.' Mr M'Larty, however, had misinterpreted the signal, and sprang on the rock on which Rose stood. [547, 1816, 713, 1913]
paragraph: To-night probably private business may be proceeded with. If Sir George Grey pushes his Triennial Parliaments Bill it will take all night, but I understand he will drop it. [547, 1607, 713, 1668]
race-entry: Wye—A. C. Lean, scratch [14, 125, 126, 137]
paragraph: Dr. Wallis's words were not so far wide of the mark after all. [547, 37, 713, 61]
paragraph: Captain Morris thought it only fair to ask Dr. Wallis if he was correctly reported. [369, 774, 535, 810]
race-result [14, 549, 179, 561]
paragraph: The farm of Drumdrochit lay on his way home from Glenach to the manse; and what more natural than that, cold and wet as he was, he should look in to warm himself? [725, 218, 891, 278]
advert [904, 1613, 1100, 1698]
advert-lead: MR J. G. HAWKES is instructed to SELL BY PUBLIC AUCTION, [906, 993, 1098, 1017]
advert-signature: J. B. DALE & CO., Cathedral square. [936, 911, 1101, 923]
paragraph: Horses and Cattle at Large.—For permitting horses and cattle to wander at large the following persons were each fined 5s:—J. Corkin, E. McKendry, R. Fallons, T. Heathery, G. Eastwick, C. Dalwood, Santry Domett, H. Wright, J. Horler, E. Toomer. [14, 930, 179, 1027]
advert-number: 7242 [1078, 1319, 1101, 1331]
paragraph: Mr Rolleston said the point was, had members a right to absent themselves from parliamentary duties to go and address meetings, abusing those who were attending to their duty. [369, 1113, 535, 1173]
continued-note: (To be continued.) [963, 629, 1041, 641]
adverts-heading: Advertisements. [903, 648, 1101, 673]
paragraph: Mrs Cameron and Norval looked surprised, but Lily understood, and resolved that Sir Percy should know the truth. She turned to him. [725, 1137, 891, 1185]
paragraph: Drunkenness.—Edward Steven was fined 10s; John O'Brien, who had several times been before the Court lately, was sentenced to one month's imprisonment with hard labor. Two inebriates, who appeared for the first time, were fined 5s each. [14, 676, 179, 761]
column-4 [542, 37, 720, 2275]
page-title: THE GLOBE, MONDAY, NOVEMBER 26, 1877 [347, 6, 767, 27]
paragraph: Captain Russell thought these privilege cases were becoming utterly ridiculous. [369, 811, 535, 847]
paragraph: Major Atkinson said he could prove the charges Sir George Grey had made against the old Government had ever been substantiated. He challenged Sir George Grey, now he was in office, to substantiate one, whether in regard to the Piako Swamp or anything else. Sir George Grey had never had the manliness to retract. Mr Rolleston had condemned the actions of the late Government as errors of judgment, which honest men might commit, but which rendered their removal from office desirable, while Sir G. Grey always accused them of corrupt actions, instigated by corrupt motives. Only the other day Sir G. Grey made a contemptible charge against him on the leader of the House, of being instigated in this action to get back to office for the sake of drawing his monthly pay. To Sir G. Grey was absolutely and entirely due the demoralised state into which the House had got. Before his advent the House took it for granted that the actions of public men were guided by honor and honesty, and only their judgment and policy were attacked. Now disgraceful imputations of corrupt motives were constantly bandied about. Sir G. Grey had absolutely failed to prove his charges, but his very charges so bore many of those who had given charge. As to Dr. Wallis's statements, they had better be left alone as unworthy of notice. Members clearly had a right to address their constituents during the session, but they should inform the House. It was like false pretences to obtain leave on private affairs and then start a political campaign. He urged Sir Robert Douglas to withdraw his amendment. [369, 1427, 535, 1971]
paragraph: Mr Stout thought far worse language was used in the House some sessions ago than now, so now new members were able to retaliate on the old ones, who were getting tired of it in consequence. Mr Stout then spoke at some length on the Piako Swamp and Waitoa land purchase cases. The charges of improper conduct made against the late Ministers in regard to these matters he would repeat at his first public meeting, so that Major Atkinson and his friends might, if they dared, sue him for damages. He was prepared to prove the truth of those charges in any court of law. [547, 61, 713, 254]
race-position: 1 [173, 125, 179, 137]
race-position: 1 [173, 548, 179, 560]
column-6 [898, 37, 1106, 1944]
